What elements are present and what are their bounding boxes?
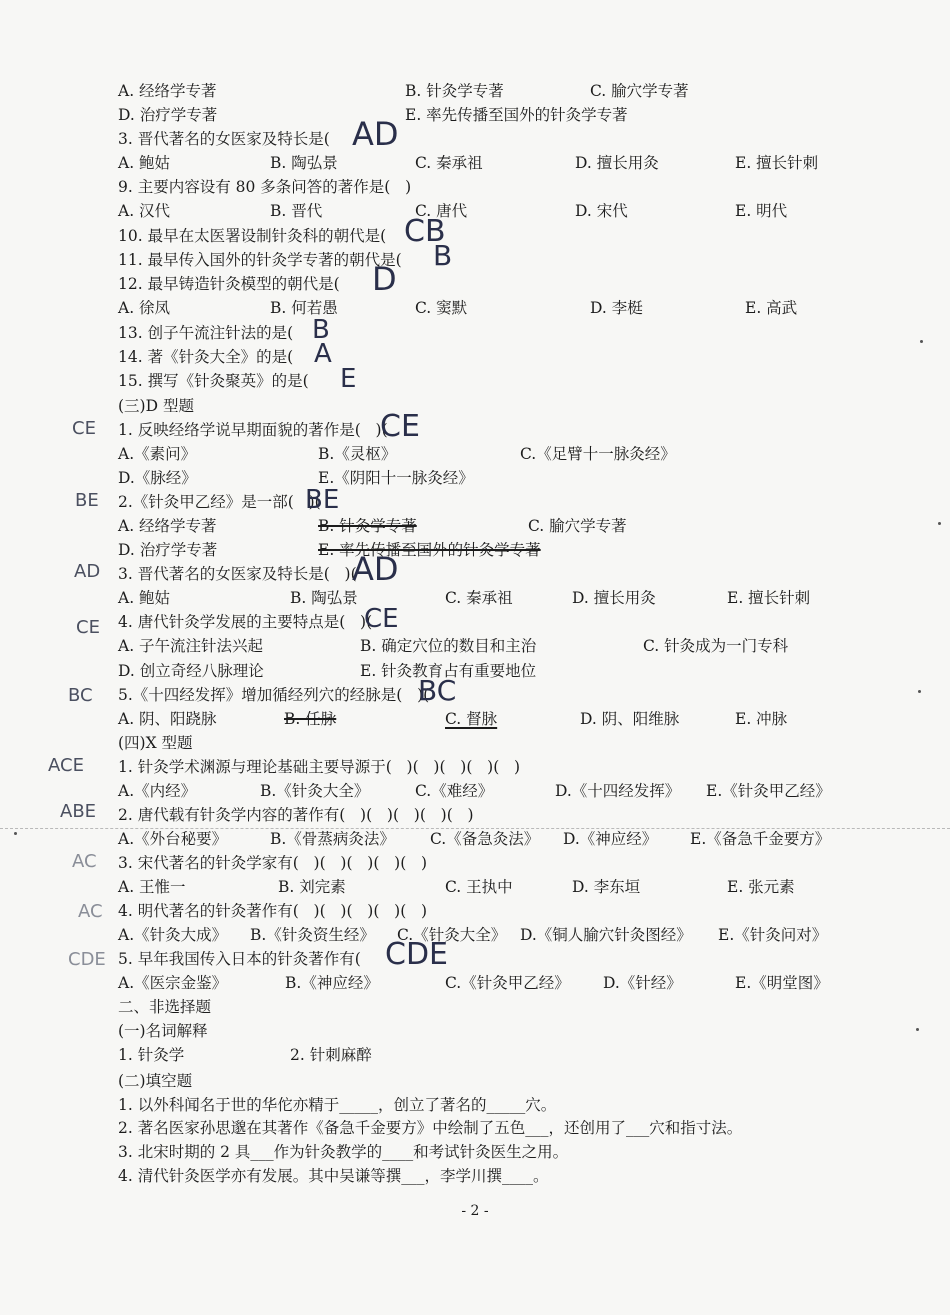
option: E. 擅长针刺 xyxy=(727,589,811,607)
option: C. 督脉 xyxy=(445,710,498,728)
scan-speck xyxy=(916,1028,919,1031)
option: B. 针灸学专著 xyxy=(318,517,417,535)
fill-blank-line xyxy=(0,1166,950,1206)
scan-speck xyxy=(918,690,921,693)
option: B. 晋代 xyxy=(270,202,323,220)
option: E.《针灸问对》 xyxy=(718,926,828,944)
option: D. 擅长用灸 xyxy=(572,589,656,607)
option: A. 阴、阳跷脉 xyxy=(118,710,217,728)
option: E.《阴阳十一脉灸经》 xyxy=(318,469,474,487)
option: A. 汉代 xyxy=(118,202,171,220)
option: C.《难经》 xyxy=(415,782,494,800)
option: A. 徐凤 xyxy=(118,299,171,317)
option: C.《针灸甲乙经》 xyxy=(445,974,570,992)
option: B. 刘完素 xyxy=(278,878,346,896)
scan-speck xyxy=(14,832,17,835)
option: A. 经络学专著 xyxy=(118,82,217,100)
question-text: 15. 撰写《针灸聚英》的是( xyxy=(118,372,309,390)
option: A. 鲍姑 xyxy=(118,154,171,172)
option: B.《针灸资生经》 xyxy=(250,926,375,944)
option: C. 腧穴学专著 xyxy=(528,517,627,535)
question-text: 1. 针灸学术渊源与理论基础主要导源于( )( )( )( )( ) xyxy=(118,758,521,776)
option: C. 秦承祖 xyxy=(415,154,483,172)
option: D. 李东垣 xyxy=(572,878,641,896)
option: E. 高武 xyxy=(745,299,798,317)
option: D.《铜人腧穴针灸图经》 xyxy=(520,926,692,944)
question-text: 4. 清代针灸医学亦有发展。其中吴谦等撰___，李学川撰____。 xyxy=(118,1167,549,1185)
section-title: (二)填空题 xyxy=(118,1072,193,1090)
option: A. 经络学专著 xyxy=(118,517,217,535)
option: C. 秦承祖 xyxy=(445,589,513,607)
term: 2. 针刺麻醉 xyxy=(290,1046,372,1064)
margin-note: BC xyxy=(68,685,93,706)
handwritten-answer: B xyxy=(312,315,330,345)
margin-note: AC xyxy=(72,851,97,872)
option: D. 宋代 xyxy=(575,202,628,220)
option: E.《针灸甲乙经》 xyxy=(706,782,831,800)
question-text: 3. 晋代著名的女医家及特长是( xyxy=(118,130,330,148)
option: C.《足臂十一脉灸经》 xyxy=(520,445,676,463)
question-text: 5.《十四经发挥》增加循经列穴的经脉是( )( xyxy=(118,686,430,704)
option: C.《备急灸法》 xyxy=(430,830,540,848)
option: A.《医宗金鉴》 xyxy=(118,974,228,992)
option: C. 唐代 xyxy=(415,202,468,220)
question-text: 2.《针灸甲乙经》是一部( )( xyxy=(118,493,321,511)
option: B.《针灸大全》 xyxy=(260,782,370,800)
term: 1. 针灸学 xyxy=(118,1046,185,1064)
option: B. 陶弘景 xyxy=(270,154,338,172)
option: E. 明代 xyxy=(735,202,788,220)
option: D. 创立奇经八脉理论 xyxy=(118,662,264,680)
page-number: - 2 - xyxy=(461,1203,489,1219)
handwritten-answer: CE xyxy=(364,604,399,634)
question-text: 2. 唐代载有针灸学内容的著作有( )( )( )( )( ) xyxy=(118,806,474,824)
option: D. 治疗学专著 xyxy=(118,106,218,124)
section-title: (一)名词解释 xyxy=(118,1022,208,1040)
margin-note: BE xyxy=(75,490,99,511)
margin-note: CDE xyxy=(68,949,106,970)
question-text: 9. 主要内容设有 80 多条问答的著作是( ) xyxy=(118,178,412,196)
margin-note: ABE xyxy=(60,801,97,822)
handwritten-answer: AD xyxy=(352,115,399,153)
option: D. 李梃 xyxy=(590,299,643,317)
margin-note: CE xyxy=(72,418,96,439)
question-text: 4. 唐代针灸学发展的主要特点是( )( xyxy=(118,613,373,631)
option: E. 擅长针刺 xyxy=(735,154,819,172)
margin-note: ACE xyxy=(48,755,84,776)
question-text: 14. 著《针灸大全》的是( xyxy=(118,348,294,366)
option: E. 针灸教育占有重要地位 xyxy=(360,662,537,680)
option: A. 子午流注针法兴起 xyxy=(118,637,264,655)
question-text: 5. 早年我国传入日本的针灸著作有( xyxy=(118,950,361,968)
option: D. 阴、阳维脉 xyxy=(580,710,680,728)
option: B.《骨蒸病灸法》 xyxy=(270,830,395,848)
option: D.《十四经发挥》 xyxy=(555,782,681,800)
option: B.《灵枢》 xyxy=(318,445,397,463)
handwritten-answer: AD xyxy=(352,550,399,588)
option: E.《明堂图》 xyxy=(735,974,829,992)
option: C.《针灸大全》 xyxy=(397,926,507,944)
scan-speck xyxy=(920,340,923,343)
question-text: 1. 以外科闻名于世的华佗亦精于_____，创立了著名的_____穴。 xyxy=(118,1096,557,1114)
handwritten-answer: CDE xyxy=(385,937,449,972)
option: A. 鲍姑 xyxy=(118,589,171,607)
handwritten-answer: B xyxy=(433,239,453,272)
option: D.《神应经》 xyxy=(563,830,658,848)
section-title: (三)D 型题 xyxy=(118,397,194,415)
question-text: 4. 明代著名的针灸著作有( )( )( )( )( ) xyxy=(118,902,428,920)
option: A.《内经》 xyxy=(118,782,197,800)
option: A.《外台秘要》 xyxy=(118,830,228,848)
section-title: 二、非选择题 xyxy=(118,998,212,1016)
option: E. 冲脉 xyxy=(735,710,788,728)
question-text: 1. 反映经络学说早期面貌的著作是( )( xyxy=(118,421,388,439)
handwritten-answer: E xyxy=(340,364,357,394)
margin-note: CE xyxy=(76,617,100,638)
option: B. 任脉 xyxy=(284,710,337,728)
handwritten-answer: D xyxy=(372,260,397,298)
option: B. 何若愚 xyxy=(270,299,338,317)
question-text: 10. 最早在太医署设制针灸科的朝代是( xyxy=(118,227,387,245)
question-text: 13. 创子午流注针法的是( xyxy=(118,324,294,342)
option: B. 陶弘景 xyxy=(290,589,358,607)
option: D. 擅长用灸 xyxy=(575,154,659,172)
option: A. 王惟一 xyxy=(118,878,186,896)
question-text: 3. 晋代著名的女医家及特长是( )( xyxy=(118,565,357,583)
option: C. 腧穴学专著 xyxy=(590,82,689,100)
question-text: 12. 最早铸造针灸模型的朝代是( xyxy=(118,275,340,293)
option: B. 针灸学专著 xyxy=(405,82,504,100)
handwritten-answer: CB xyxy=(404,214,446,249)
option: A.《针灸大成》 xyxy=(118,926,228,944)
margin-note: AD xyxy=(74,561,101,582)
option: D.《针经》 xyxy=(603,974,682,992)
option: D.《脉经》 xyxy=(118,469,197,487)
option: C. 王执中 xyxy=(445,878,513,896)
section-title: (四)X 型题 xyxy=(118,734,193,752)
question-text: 11. 最早传入国外的针灸学专著的朝代是( xyxy=(118,251,402,269)
option: E. 率先传播至国外的针灸学专著 xyxy=(318,541,541,559)
question-text: 3. 北宋时期的 2 具___作为针灸教学的____和考试针灸医生之用。 xyxy=(118,1143,569,1161)
handwritten-answer: BE xyxy=(305,485,340,515)
option: E.《备急千金要方》 xyxy=(690,830,831,848)
scan-speck xyxy=(938,522,941,525)
margin-note: AC xyxy=(78,901,103,922)
option: A.《素问》 xyxy=(118,445,197,463)
option: E. 张元素 xyxy=(727,878,795,896)
question-text: 2. 著名医家孙思邈在其著作《备急千金要方》中绘制了五色___，还创用了___穴和指寸法。 xyxy=(118,1119,743,1137)
option: E. 率先传播至国外的针灸学专著 xyxy=(405,106,628,124)
option: C. 针灸成为一门专科 xyxy=(643,637,789,655)
option: C. 窦默 xyxy=(415,299,468,317)
handwritten-answer: A xyxy=(314,339,332,369)
option: B. 确定穴位的数目和主治 xyxy=(360,637,537,655)
handwritten-answer: CE xyxy=(380,409,420,444)
option: D. 治疗学专著 xyxy=(118,541,218,559)
handwritten-answer: BC xyxy=(418,674,457,707)
question-text: 3. 宋代著名的针灸学家有( )( )( )( )( ) xyxy=(118,854,428,872)
option: B.《神应经》 xyxy=(285,974,379,992)
